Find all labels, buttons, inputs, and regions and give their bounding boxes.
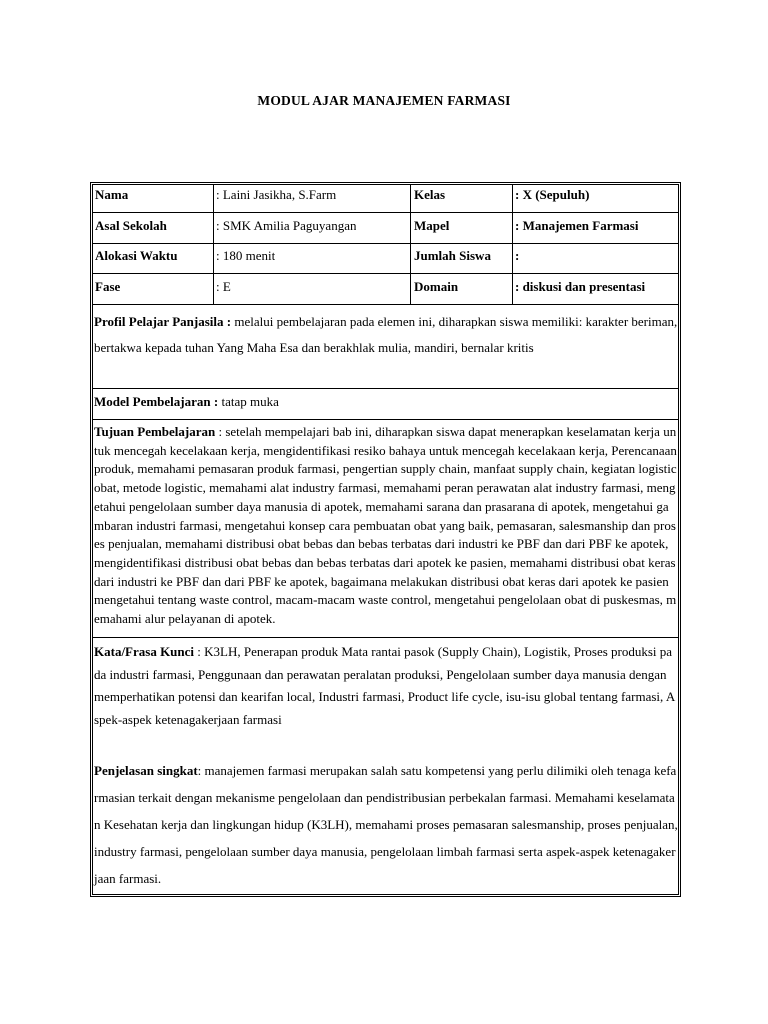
penjelasan-singkat-text: : manajemen farmasi merupakan salah satu kompetensi yang perlu dilimiki oleh tenaga kefarmasian terkait dengan mekanisme pengelolaan dan pendistribusian perbekalan farmasi. Memahami keselamatan Kesehatan kerja dan lingkungan hidup (K3LH), memahami proses pemasaran salesmanship, proses penjualan, industry farmasi, pengelolaan sumber daya manusia, pengelolaan limbah farmasi serta aspek-aspek ketenagakerjaan farmasi. bbox=[94, 763, 678, 886]
profil-pelajar-section bbox=[94, 309, 678, 361]
model-pembelajaran-label: Model Pembelajaran : bbox=[94, 394, 219, 409]
grid-row-line-3 bbox=[92, 273, 679, 274]
value-fase: : E bbox=[216, 279, 231, 294]
label-domain: Domain bbox=[414, 279, 459, 294]
tujuan-pembelajaran-label: Tujuan Pembelajaran bbox=[94, 424, 216, 439]
value-alokasi-waktu: : 180 menit bbox=[216, 248, 276, 263]
model-pembelajaran-text: tatap muka bbox=[218, 394, 279, 409]
label-nama: Nama bbox=[95, 187, 129, 202]
grid-row-line-2 bbox=[92, 243, 679, 244]
grid-row-line-6 bbox=[92, 419, 679, 420]
value-nama: : Laini Jasikha, S.Farm bbox=[216, 187, 337, 202]
profil-pelajar-text: melalui pembelajaran pada elemen ini, diharapkan siswa memiliki: karakter beriman, bertakwa kepada tuhan Yang Maha Esa dan berakhlak mulia, mandiri, bernalar kritis bbox=[94, 314, 678, 355]
model-pembelajaran-section bbox=[94, 394, 678, 410]
label-kelas: Kelas bbox=[414, 187, 446, 202]
tujuan-pembelajaran-text: : setelah mempelajari bab ini, diharapkan siswa dapat menerapkan keselamatan kerja untuk mencegah kecelakaan kerja, mengidentifikasi resiko bahaya untuk mencegah kecelakaan kerja, Perencanaan produk, memahami pemasaran produk farmasi, pengertian supply chain, manfaat supply chain, kegiatan logistic obat, metode logistic, memahami alat industry farmasi, memahami peran perawatan alat industry farmasi, mengetahui pengelolaan sumber daya manusia di apotek, memahami sarana dan prasarana di apotek, mengetahui gambaran industri farmasi, mengetahui konsep cara pembuatan obat yang baik, pemasaran, salesmanship dan proses penjualan, memahami distribusi obat bebas dan bebas terbatas dari industri ke PBF dan dari PBF ke apotek, mengidentifikasi distribusi obat bebas dan bebas terbatas dari apotek ke pasien, memahami distribusi obat keras dari industri ke PBF dan dari PBF ke apotek, bagaimana melakukan distribusi obat keras dari apotek ke pasien mengetahui tentang waste control, macam-macam waste control, mengetahui pengelolaan obat di puskesmas, memahami alur pelayanan di apotek. bbox=[94, 424, 677, 627]
grid-row-line-7 bbox=[92, 637, 679, 638]
label-fase: Fase bbox=[95, 279, 121, 294]
label-asal-sekolah: Asal Sekolah bbox=[95, 218, 167, 233]
value-mapel: : Manajemen Farmasi bbox=[515, 218, 639, 233]
value-jumlah-siswa: : bbox=[515, 248, 520, 263]
label-jumlah-siswa: Jumlah Siswa bbox=[414, 248, 491, 263]
value-domain: : diskusi dan presentasi bbox=[515, 279, 646, 294]
document-title: MODUL AJAR MANAJEMEN FARMASI bbox=[257, 93, 511, 108]
grid-col-line-1 bbox=[213, 184, 214, 305]
grid-row-line-5 bbox=[92, 388, 679, 389]
kata-kunci-section bbox=[94, 641, 678, 731]
kata-kunci-label: Kata/Frasa Kunci bbox=[94, 644, 195, 659]
value-kelas: : X (Sepuluh) bbox=[515, 187, 590, 202]
profil-pelajar-label: Profil Pelajar Panjasila : bbox=[94, 314, 232, 329]
penjelasan-singkat-label: Penjelasan singkat bbox=[94, 763, 198, 778]
tujuan-pembelajaran-section bbox=[94, 423, 678, 629]
grid-row-line-4 bbox=[92, 304, 679, 305]
grid-col-line-3 bbox=[512, 184, 513, 305]
label-alokasi-waktu: Alokasi Waktu bbox=[95, 248, 178, 263]
value-asal-sekolah: : SMK Amilia Paguyangan bbox=[216, 218, 357, 233]
grid-col-line-2 bbox=[410, 184, 411, 305]
penjelasan-singkat-section bbox=[94, 757, 678, 892]
grid-row-line-1 bbox=[92, 212, 679, 213]
kata-kunci-text: : K3LH, Penerapan produk Mata rantai pasok (Supply Chain), Logistik, Proses produksi pada industri farmasi, Penggunaan dan perawatan peralatan produksi, Pengelolaan sumber daya manusia dengan memperhatikan potensi dan kearifan local, Industri farmasi, Product life cycle, isu-isu global tentang farmasi, Aspek-aspek ketenagakerjaan farmasi bbox=[94, 644, 676, 727]
label-mapel: Mapel bbox=[414, 218, 450, 233]
